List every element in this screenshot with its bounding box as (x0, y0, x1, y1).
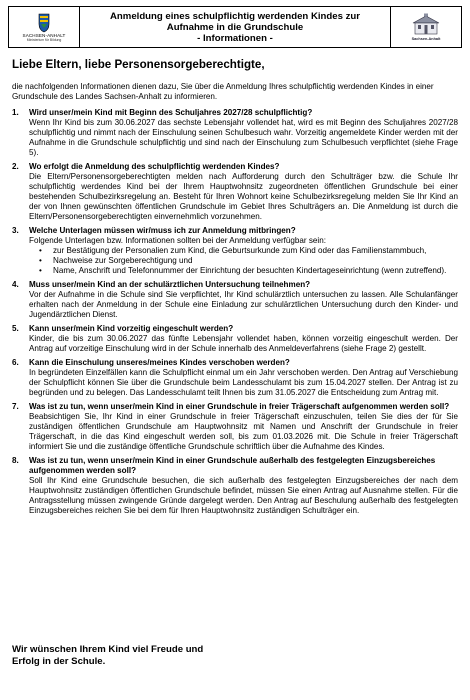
faq-answer: Soll Ihr Kind eine Grundschule besuchen, die sich außerhalb des festgelegten Einzugsbereiches der nach dem Hauptwohnsitz zuständigen öffentlichen Grundschule befindet, müssen Sie einen Antrag auf Ausnahme stellen. Für die Antragsstellung müssen zwingende Gründe dargelegt werden. Den Antrag auf Beschulung außerhalb des festgelegten Einzugsbereiches reichen Sie bei dem für Ihren Hauptwohnsitz zuständigen Schulträger ein. (29, 476, 458, 515)
faq-number: 8. (12, 456, 19, 465)
faq-item-6 (12, 358, 458, 398)
state-logo (9, 7, 80, 47)
title-line-2: Aufnahme in die Grundschule (166, 21, 304, 33)
faq-question: Wo erfolgt die Anmeldung des schulpflichtig werdenden Kindes? (29, 162, 280, 171)
faq-item-1 (12, 108, 458, 158)
faq-answer: Beabsichtigen Sie, Ihr Kind in einer Grundschule in freier Trägerschaft einzuschulen, teilen Sie dies der für Sie zuständigen öffentlichen Grundschule am Hauptwohnsitz mit Namen und Anschrift der Grundschule in freier Trägerschaft, in die das Kind eingeschult werden soll, bis zum 01.03.2026 mit. Die Schule in freier Trägerschaft informiert Sie und die zuständige öffentliche Grundschule schriftlich über die Aufnahme des Kindes. (29, 412, 458, 451)
faq-question: Was ist zu tun, wenn unser/mein Kind in einer Grundschule in freier Trägerschaft aufgenommen werden soll? (29, 402, 450, 411)
faq-list (12, 108, 458, 520)
faq-question: Wird unser/mein Kind mit Beginn des Schuljahres 2027/28 schulpflichtig? (29, 108, 313, 117)
faq-item-5 (12, 324, 458, 354)
faq-question: Muss unser/mein Kind an der schulärztlichen Untersuchung teilnehmen? (29, 280, 311, 289)
list-item: • zur Bestätigung der Personalien zum Kind, die Geburtsurkunde zum Kind oder das Familienstammbuch, (45, 246, 458, 256)
closing-line-1: Wir wünschen Ihrem Kind viel Freude und (12, 644, 204, 655)
list-item: • Name, Anschrift und Telefonnummer der Einrichtung der besuchten Kindertageseinrichtung (wenn zutreffend). (45, 266, 458, 276)
title-line-3: - Informationen - (197, 32, 273, 44)
faq-question: Kann die Einschulung unseres/meines Kindes verschoben werden? (29, 358, 290, 367)
document-header (8, 6, 462, 48)
faq-number: 6. (12, 358, 19, 367)
school-logo-label: Sachsen-Anhalt (411, 37, 441, 41)
faq-answer: In begründeten Einzelfällen kann die Schulpflicht einmal um ein Jahr verschoben werden. Den Antrag auf Verschiebung der Schulpflicht können Sie über die Grundschule beim Landesschulamt bis zum 15.04.2027 stellen. Der Antrag ist zu begründen und zu belegen. Das Landesschulamt teilt Ihnen bis zum 31.05.2027 die Entscheidung zum Antrag mit. (29, 368, 458, 397)
documents-list (29, 246, 458, 276)
faq-number: 1. (12, 108, 19, 117)
faq-question: Was ist zu tun, wenn unser/mein Kind in einer Grundschule außerhalb des festgelegten Einzugsbereiches aufgenommen werden soll? (29, 456, 436, 475)
faq-number: 3. (12, 226, 19, 235)
list-item: • Nachweise zur Sorgeberechtigung und (45, 256, 458, 266)
faq-answer: Folgende Unterlagen bzw. Informationen sollten bei der Anmeldung verfügbar sein: (29, 236, 326, 245)
faq-question: Welche Unterlagen müssen wir/muss ich zur Anmeldung mitbringen? (29, 226, 296, 235)
greeting: Liebe Eltern, liebe Personensorgeberechtigte, (12, 58, 265, 71)
faq-item-8 (12, 456, 458, 516)
school-building-logo-icon (409, 13, 443, 37)
faq-item-2 (12, 162, 458, 222)
faq-item-4 (12, 280, 458, 320)
state-coat-of-arms-icon (31, 13, 57, 33)
closing-line-2: Erfolg in der Schule. (12, 656, 106, 667)
closing-wish (12, 644, 203, 668)
faq-answer: Kinder, die bis zum 30.06.2027 das fünfte Lebensjahr vollendet haben, können vorzeitig eingeschult werden. Der Antrag auf vorzeitige Einschulung wird in der Schule innerhalb des Anmeldeverfahrens (siehe Frage 2) gestellt. (29, 334, 458, 353)
faq-answer: Die Eltern/Personensorgeberechtigten melden nach Aufforderung durch den Schulträger bzw. die Schule Ihr schulpflichtig werdendes Kind bei der Ihrem Hauptwohnsitz zugeordneten öffentlichen Grundschule bei einer bestehenden Schulbezirksregelung an. Besteht für Ihren Wohnort keine Schulbezirksregelung melden Sie Ihr Kind an der von Ihnen gewünschten öffentlichen Grundschule im Gebiet Ihres Schulträgers an. Die Anmeldung ist durch die Eltern/Personensorgeberechtigten einvernehmlich vorzunehmen. (29, 172, 458, 221)
faq-number: 4. (12, 280, 19, 289)
document-title (80, 7, 390, 47)
faq-number: 5. (12, 324, 19, 333)
faq-answer: Vor der Aufnahme in die Schule sind Sie verpflichtet, Ihr Kind schulärztlich untersuchen zu lassen. Alle Schulanfänger erhalten nach der Anmeldung in der Schule eine Einladung zur schulärztlichen Untersuchung durch den Kinder- und Jugendärztlichen Dienst. (29, 290, 458, 319)
faq-answer: Wenn Ihr Kind bis zum 30.06.2027 das sechste Lebensjahr vollendet hat, wird es mit Beginn des Schuljahres 2027/28 schulpflichtig und nimmt nach der Einschulung seinen Schulbesuch wahr. Vorzeitig angemeldete Kinder werden mit der Aufnahme in die Grundschule schulpflichtig und sind nach der Einschulung zum Schulbesuch verpflichtet (siehe Frage 5). (29, 118, 458, 157)
school-logo (390, 7, 461, 47)
intro-text: die nachfolgenden Informationen dienen dazu, Sie über die Anmeldung Ihres schulpflichtig werdenden Kindes in einer Grundschule des Landes Sachsen-Anhalt zu informieren. (12, 82, 434, 101)
ministry-name: Ministerium für Bildung (26, 37, 62, 42)
faq-number: 2. (12, 162, 19, 171)
faq-item-3 (12, 226, 458, 276)
state-name: SACHSEN-ANHALT (22, 32, 66, 38)
title-line-1: Anmeldung eines schulpflichtig werdenden Kindes zur (110, 10, 360, 22)
faq-question: Kann unser/mein Kind vorzeitig eingeschult werden? (29, 324, 234, 333)
faq-number: 7. (12, 402, 19, 411)
faq-item-7 (12, 402, 458, 452)
